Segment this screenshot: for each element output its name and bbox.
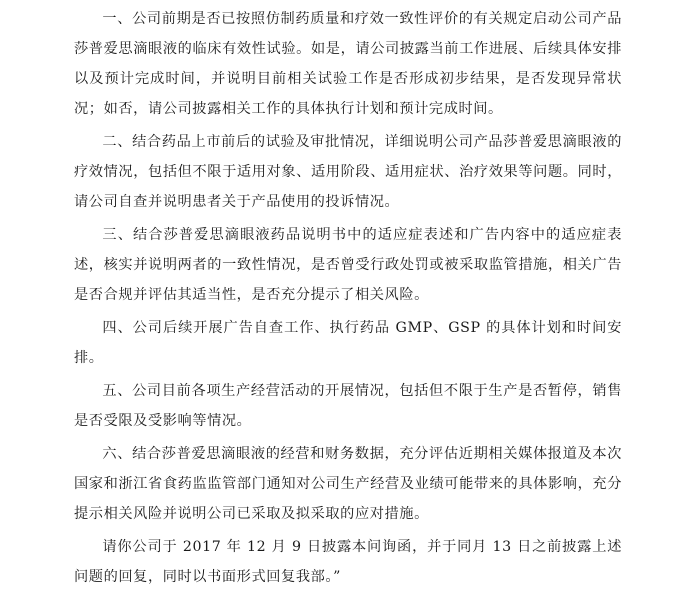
document-body bbox=[74, 0, 622, 592]
paragraph-7: 请你公司于 2017 年 12 月 9 日披露本问询函，并于同月 13 日之前披露上述问题的回复，同时以书面形式回复我部。” bbox=[74, 539, 622, 585]
paragraph-1: 一、公司前期是否已按照仿制药质量和疗效一致性评价的有关规定启动公司产品莎普爱思滴眼液的临床有效性试验。如是，请公司披露当前工作进展、后续具体安排以及预计完成时间，并说明目前相关试验工作是否形成初步结果，是否发现异常状况；如否，请公司披露相关工作的具体执行计划和预计完成时间。 bbox=[74, 11, 622, 117]
paragraph-6: 六、结合莎普爱思滴眼液的经营和财务数据，充分评估近期相关媒体报道及本次国家和浙江省食药监监管部门通知对公司生产经营及业绩可能带来的具体影响，充分提示相关风险并说明公司已采取及拟采取的应对措施。 bbox=[74, 446, 622, 522]
paragraph-4: 四、公司后续开展广告自查工作、执行药品 GMP、GSP 的具体计划和时间安排。 bbox=[74, 320, 622, 366]
paragraph-5: 五、公司目前各项生产经营活动的开展情况，包括但不限于生产是否暂停，销售是否受限及受影响等情况。 bbox=[74, 383, 622, 429]
paragraph-2: 二、结合药品上市前后的试验及审批情况，详细说明公司产品莎普爱思滴眼液的疗效情况，包括但不限于适用对象、适用阶段、适用症状、治疗效果等问题。同时，请公司自查并说明患者关于产品使用的投诉情况。 bbox=[74, 134, 622, 210]
paragraph-3: 三、结合莎普爱思滴眼液药品说明书中的适应症表述和广告内容中的适应症表述，核实并说明两者的一致性情况，是否曾受行政处罚或被采取监管措施，相关广告是否合规并评估其适当性，是否充分提示了相关风险。 bbox=[74, 227, 622, 303]
